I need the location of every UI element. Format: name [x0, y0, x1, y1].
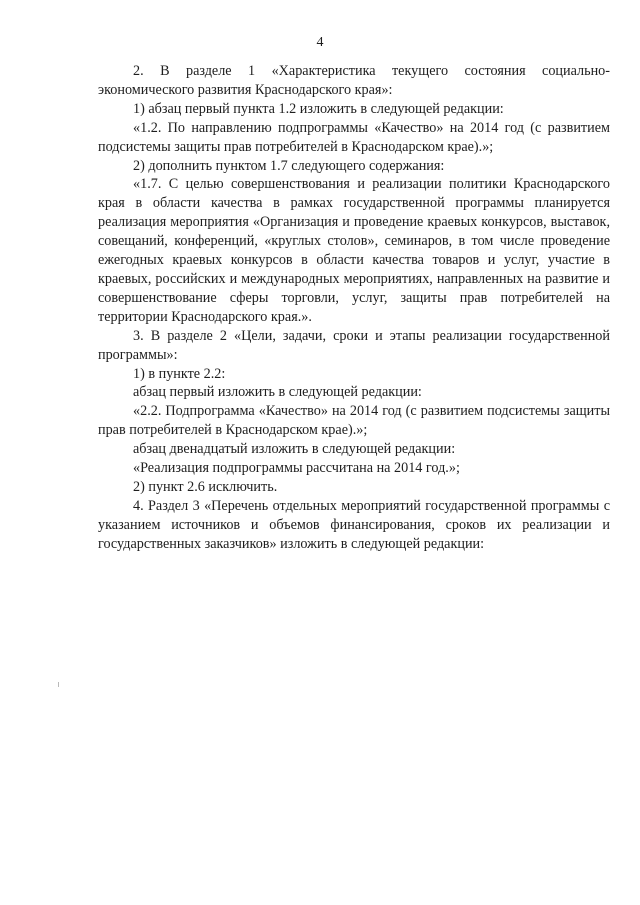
paragraph-item-1: 1) абзац первый пункта 1.2 изложить в следующей редакции: [133, 100, 504, 117]
paragraph-section-2-intro: 3. В разделе 2 «Цели, задачи, сроки и этапы реализации государственной программы»: [98, 327, 610, 363]
paragraph-item-2: 2) дополнить пунктом 1.7 следующего содержания: [133, 157, 445, 174]
paragraph-quote-1-7: «1.7. С целью совершенствования и реализации политики Краснодарского края в области качества в рамках государственной программы планируется реализация мероприятия «Организация и проведение краевых конкурсов, выставок, совещаний, конференций, «круглых столов», семинаров, в том числе проведение ежегодных краевых конкурсов в области качества товаров и услуг, участие в краевых, российских и международных мероприятиях, направленных на развитие и совершенствование сферы торговли, услуг, защиты прав потребителей на территории Краснодарского края.». [98, 176, 610, 325]
paragraph-section-1-intro: 2. В разделе 1 «Характеристика текущего состояния социально-экономического развития Краснодарского края»: [98, 63, 610, 98]
paragraph-quote-implementation: «Реализация подпрограммы рассчитана на 2014 год.»; [133, 460, 460, 477]
paragraph-quote-2-2: «2.2. Подпрограмма «Качество» на 2014 год (с развитием подсистемы защиты прав потребителей в Краснодарском крае).»; [98, 403, 610, 439]
paragraph-section-3-intro: 4. Раздел 3 «Перечень отдельных мероприятий государственной программы с указанием источников и объемов финансирования, сроков их реализации и государственных заказчиков» изложить в следующей редакции: [98, 497, 610, 552]
document-body [98, 62, 610, 554]
paragraph-first-paragraph-note: абзац первый изложить в следующей редакции: [133, 384, 422, 401]
paragraph-twelfth-paragraph-note: абзац двенадцатый изложить в следующей редакции: [133, 441, 456, 458]
paragraph-point-2-2: 1) в пункте 2.2: [133, 365, 226, 382]
paragraph-quote-1-2: «1.2. По направлению подпрограммы «Качество» на 2014 год (с развитием подсистемы защиты прав потребителей в Краснодарском крае).»; [98, 119, 610, 155]
paragraph-delete-2-6: 2) пункт 2.6 исключить. [133, 478, 278, 495]
scan-mark [58, 682, 59, 687]
page-number: 4 [316, 35, 324, 50]
